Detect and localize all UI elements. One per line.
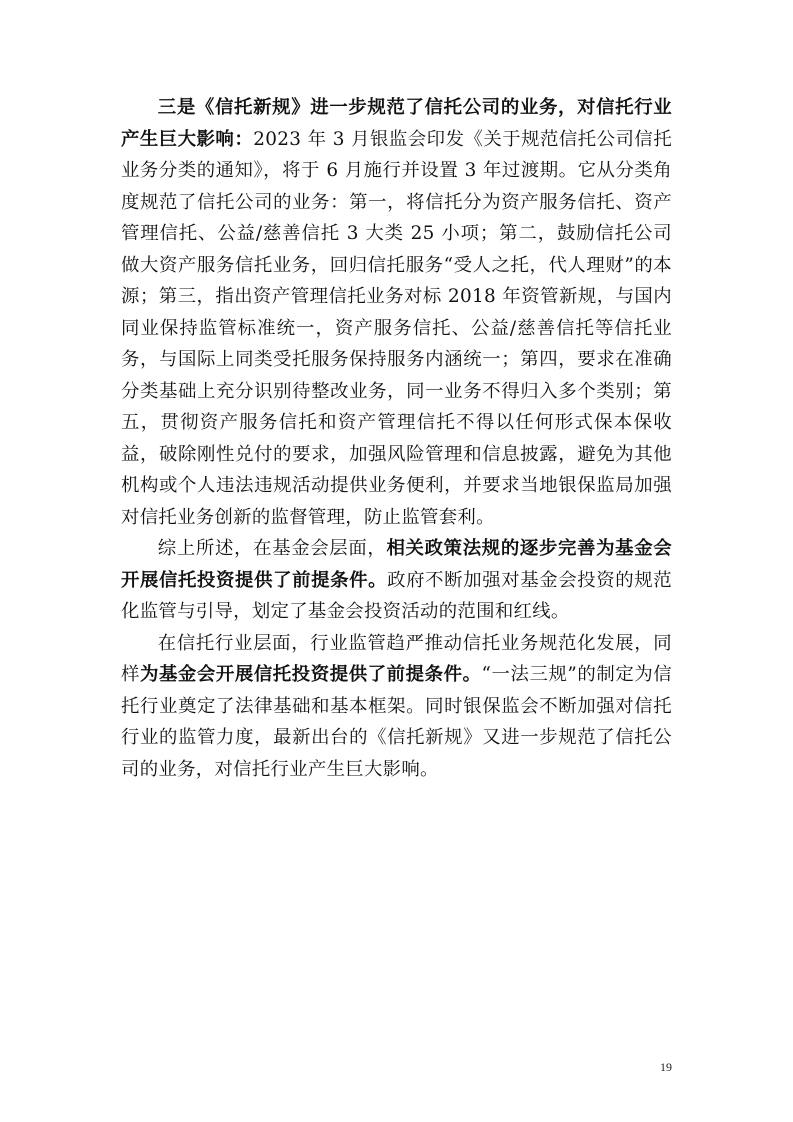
- page-number: 19: [660, 1060, 672, 1074]
- paragraph-foundation-level: [121, 533, 672, 628]
- paragraph-trust-industry-level: [121, 628, 672, 786]
- document-body: [121, 92, 672, 785]
- paragraph-tail: 政府不断加强对基金会投资的规范化监管与引导，划定了基金会投资活动的范围和红线。: [121, 569, 672, 622]
- paragraph-lead: 在信托行业层面，行业监管趋严推动信托业务规范化发展，同样: [121, 632, 672, 685]
- paragraph-lead: 综上所述，在基金会层面，: [157, 538, 387, 559]
- paragraph-trust-new-rules: [121, 92, 672, 533]
- paragraph-tail: “一法三规”的制定为信托行业奠定了法律基础和基本框架。同时银保监会不断加强对信托行业的监管力度，最新出台的《信托新规》又进一步规范了信托公司的业务，对信托行业产生巨大影响。: [121, 664, 672, 780]
- paragraph-bold-emphasis: 为基金会开展信托投资提供了前提条件。: [139, 664, 482, 685]
- paragraph-bold-emphasis: 相关政策法规的逐步完善为基金会开展信托投资提供了前提条件。: [121, 538, 672, 591]
- paragraph-text: 2023 年 3 月银监会印发《关于规范信托公司信托业务分类的通知》，将于 6 月施行并设置 3 年过渡期。它从分类角度规范了信托公司的业务：第一，将信托分为资产服务信托、资产管理信托、公益/慈善信托 3 大类 25 小项；第二，鼓励信托公司做大资产服务信托业务，回归信托服务“受人之托，代人理财”的本源；第三，指出资产管理信托业务对标 2018 年资管新规，与国内同业保持监管标准统一，资产服务信托、公益/慈善信托等信托业务，与国际上同类受托服务保持服务内涵统一；第四，要求在准确分类基础上充分识别待整改业务，同一业务不得归入多个类别；第五，贯彻资产服务信托和资产管理信托不得以任何形式保本保收益，破除刚性兑付的要求，加强风险管理和信息披露，避免为其他机构或个人违法违规活动提供业务便利，并要求当地银保监局加强对信托业务创新的监督管理，防止监管套利。: [121, 128, 673, 528]
- paragraph-bold-lead: 三是《信托新规》进一步规范了信托公司的业务，对信托行业产生巨大影响：: [121, 97, 672, 150]
